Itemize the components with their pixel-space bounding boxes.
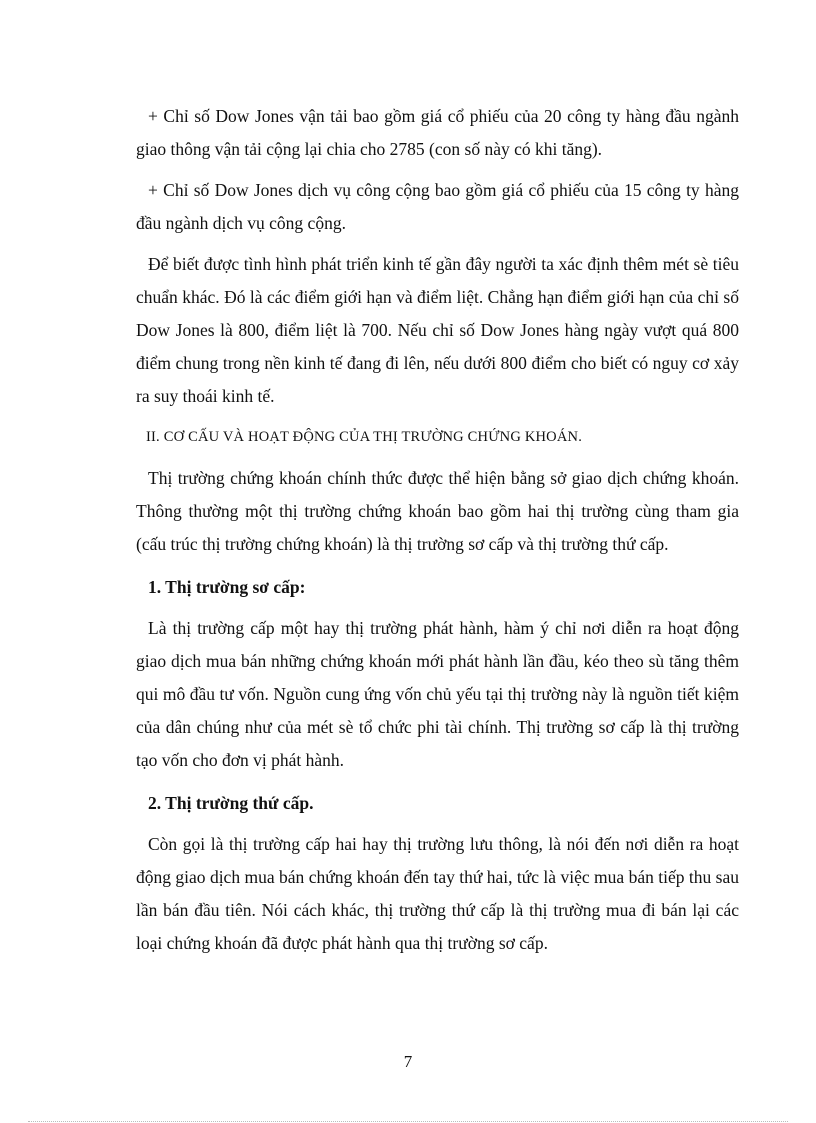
page-bottom-divider: [28, 1121, 788, 1122]
page-body: [136, 100, 739, 960]
paragraph-market-structure: Thị trường chứng khoán chính thức được thể hiện bằng sở giao dịch chứng khoán. Thông thường một thị trường chứng khoán bao gồm hai thị trường cùng tham gia (cấu trúc thị trường chứng khoán) là thị trường sơ cấp và thị trường thứ cấp.: [136, 468, 739, 554]
paragraph-dow-jones-transport: + Chỉ số Dow Jones vận tải bao gồm giá cổ phiếu của 20 công ty hàng đầu ngành giao thông vận tải cộng lại chia cho 2785 (con số này có khi tăng).: [136, 106, 739, 159]
paragraph-dow-jones-utilities: + Chỉ số Dow Jones dịch vụ công cộng bao gồm giá cổ phiếu của 15 công ty hàng đầu ngành dịch vụ công cộng.: [136, 180, 739, 233]
subheading-primary-market: 1. Thị trường sơ cấp:: [148, 577, 306, 597]
paragraph-primary-market: Là thị trường cấp một hay thị trường phát hành, hàm ý chỉ nơi diễn ra hoạt động giao dịch mua bán những chứng khoán mới phát hành lần đầu, kéo theo sù tăng thêm qui mô đầu tư vốn. Nguồn cung ứng vốn chủ yếu tại thị trường này là nguồn tiết kiệm của dân chúng như của mét sè tổ chức phi tài chính. Thị trường sơ cấp là thị trường tạo vốn cho đơn vị phát hành.: [136, 618, 739, 770]
subheading-secondary-market: 2. Thị trường thứ cấp.: [148, 793, 314, 813]
paragraph-secondary-market: Còn gọi là thị trường cấp hai hay thị trường lưu thông, là nói đến nơi diễn ra hoạt động giao dịch mua bán chứng khoán đến tay thứ hai, tức là việc mua bán tiếp thu sau lần bán đầu tiên. Nói cách khác, thị trường thứ cấp là thị trường mua đi bán lại các loại chứng khoán đã được phát hành qua thị trường sơ cấp.: [136, 834, 739, 953]
section-heading: II. CƠ CẤU VÀ HOẠT ĐỘNG CỦA THỊ TRƯỜNG CHỨNG KHOÁN.: [146, 429, 583, 445]
page-number: 7: [403, 1052, 413, 1071]
paragraph-limit-points: Để biết được tình hình phát triển kinh tế gần đây người ta xác định thêm mét sè tiêu chuẩn khác. Đó là các điểm giới hạn và điểm liệt. Chẳng hạn điểm giới hạn của chỉ số Dow Jones là 800, điểm liệt là 700. Nếu chỉ số Dow Jones hàng ngày vượt quá 800 điểm chung trong nền kinh tế đang đi lên, nếu dưới 800 điểm cho biết có nguy cơ xảy ra suy thoái kinh tế.: [136, 254, 739, 406]
